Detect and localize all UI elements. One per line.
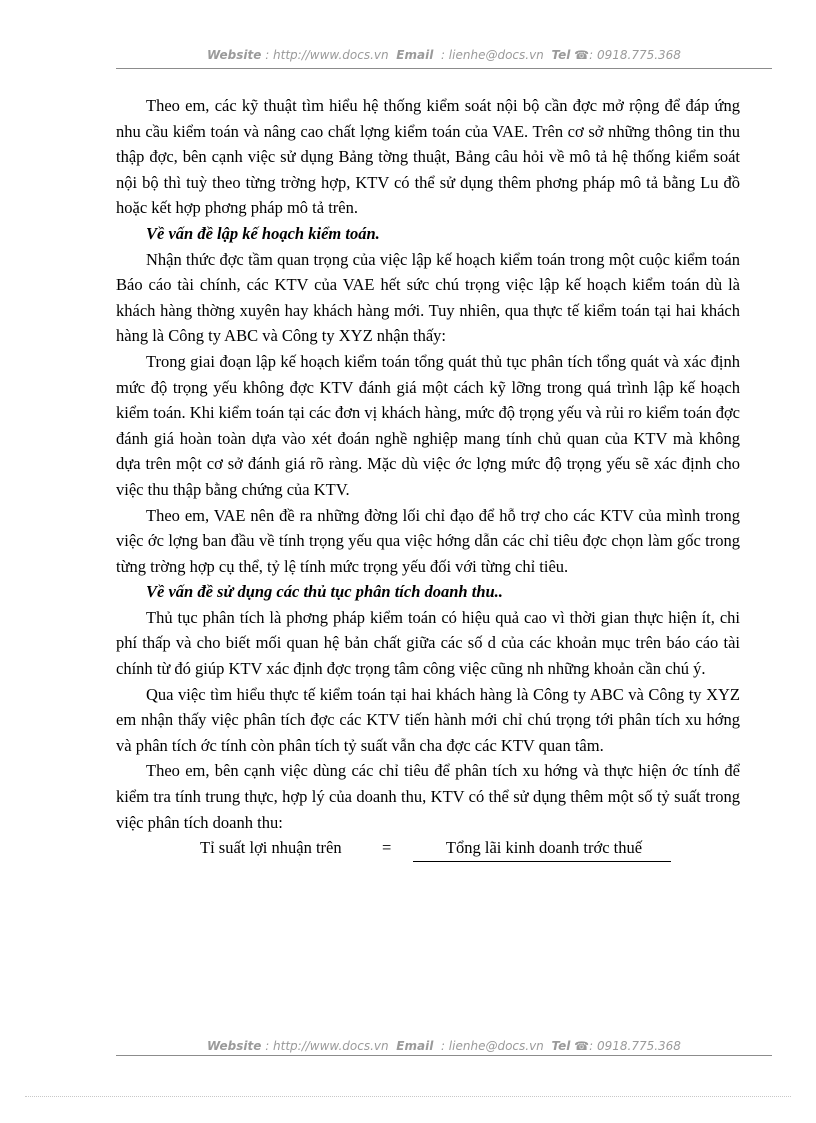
formula-left: Tỉ suất lợi nhuận trên	[200, 838, 342, 858]
paragraph: Qua việc tìm hiểu thực tế kiểm toán tại hai khách hàng là Công ty ABC và Công ty XYZ em nhận thấy việc phân tích đợc các KTV tiến hành mới chỉ chú trọng tới phân tích xu hớng và phân tích ớc tính còn phân tích tỷ suất vẫn cha đợc các KTV quan tâm.	[116, 684, 740, 755]
document-body	[116, 93, 740, 865]
footer-tel-label: Tel	[551, 1039, 571, 1053]
page-header	[116, 48, 772, 62]
section-heading: Về vấn đề lập kế hoạch kiểm toán.	[146, 223, 380, 243]
header-email-label: Email	[396, 48, 434, 62]
paragraph: Thủ tục phân tích là phơng pháp kiểm toán có hiệu quả cao vì thời gian thực hiện ít, chi phí thấp và cho biết mối quan hệ bản chất giữa các số d của các khoản mục trên báo cáo tài chính từ đó giúp KTV xác định đợc trọng tâm công việc cũng nh những khoản cần chú ý.	[116, 607, 740, 679]
footer-tel-value: : 0918.775.368	[589, 1039, 681, 1053]
formula-numerator: Tổng lãi kinh doanh trớc thuế	[445, 838, 643, 858]
header-email-value: : lienhe@docs.vn	[440, 48, 544, 62]
header-divider	[116, 68, 772, 69]
footer-email-label: Email	[396, 1039, 434, 1053]
header-website-label: Website	[207, 48, 262, 62]
header-tel-label: Tel	[551, 48, 571, 62]
formula-equals: =	[382, 838, 392, 858]
page-edge-dotted-line	[25, 1096, 791, 1097]
ratio-formula	[116, 835, 740, 865]
footer-divider	[116, 1055, 772, 1056]
paragraph: Theo em, bên cạnh việc dùng các chỉ tiêu để phân tích xu hớng và thực hiện ớc tính để kiểm tra tính trung thực, hợp lý của doanh thu, KTV có thể sử dụng thêm một số tỷ suất trong việc phân tích doanh thu:	[116, 761, 740, 832]
paragraph: Theo em, VAE nên đề ra những đờng lối chỉ đạo để hỗ trợ cho các KTV của mình trong việc ớc lợng ban đầu về tính trọng yếu qua việc hớng dẫn các chỉ tiêu đợc chọn làm gốc trong từng trờng hợp cụ thể, tỷ lệ tính mức trọng yếu đối với từng chỉ tiêu.	[116, 505, 740, 576]
footer-website-label: Website	[207, 1039, 262, 1053]
paragraph: Trong giai đoạn lập kế hoạch kiểm toán tổng quát thủ tục phân tích tổng quát và xác định mức độ trọng yếu không đợc KTV đánh giá một cách kỹ lỡng trong quá trình lập kế hoạch kiểm toán. Khi kiểm toán tại các đơn vị khách hàng, mức độ trọng yếu và rủi ro kiểm toán đợc đánh giá hoàn toàn dựa vào xét đoán nghề nghiệp mang tính chủ quan của KTV mà không dựa trên một cơ sở đánh giá rõ ràng. Mặc dù việc ớc lợng mức độ trọng yếu sẽ xác định cho việc thu thập bằng chứng của KTV.	[116, 351, 740, 499]
footer-email-value: : lienhe@docs.vn	[440, 1039, 544, 1053]
page-footer	[116, 1039, 772, 1053]
fraction-bar	[413, 861, 671, 862]
footer-website-value: : http://www.docs.vn	[265, 1039, 389, 1053]
paragraph: Theo em, các kỹ thuật tìm hiểu hệ thống kiểm soát nội bộ cần đợc mở rộng để đáp ứng nhu cầu kiểm toán và nâng cao chất lợng kiểm toán của VAE. Trên cơ sở những thông tin thu thập đợc, bên cạnh việc sử dụng Bảng tờng thuật, Bảng câu hỏi về mô tả hệ thống kiểm soát nội bộ thì tuỳ theo từng trờng hợp, KTV có thể sử dụng thêm phơng pháp mô tả bằng Lu đồ hoặc kết hợp phơng pháp mô tả trên.	[116, 96, 740, 218]
phone-icon: ☎	[574, 1039, 590, 1053]
header-tel-value: : 0918.775.368	[589, 48, 681, 62]
paragraph: Nhận thức đợc tầm quan trọng của việc lập kế hoạch kiểm toán trong một cuộc kiểm toán Báo cáo tài chính, các KTV của VAE hết sức chú trọng việc lập kế hoạch kiểm toán dù là khách hàng thờng xuyên hay khách hàng mới. Tuy nhiên, qua thực tế kiểm toán tại hai khách hàng là Công ty ABC và Công ty XYZ nhận thấy:	[116, 249, 740, 346]
header-website-value: : http://www.docs.vn	[265, 48, 389, 62]
section-heading: Về vấn đề sử dụng các thủ tục phân tích doanh thu..	[146, 582, 503, 602]
phone-icon: ☎	[574, 48, 590, 62]
